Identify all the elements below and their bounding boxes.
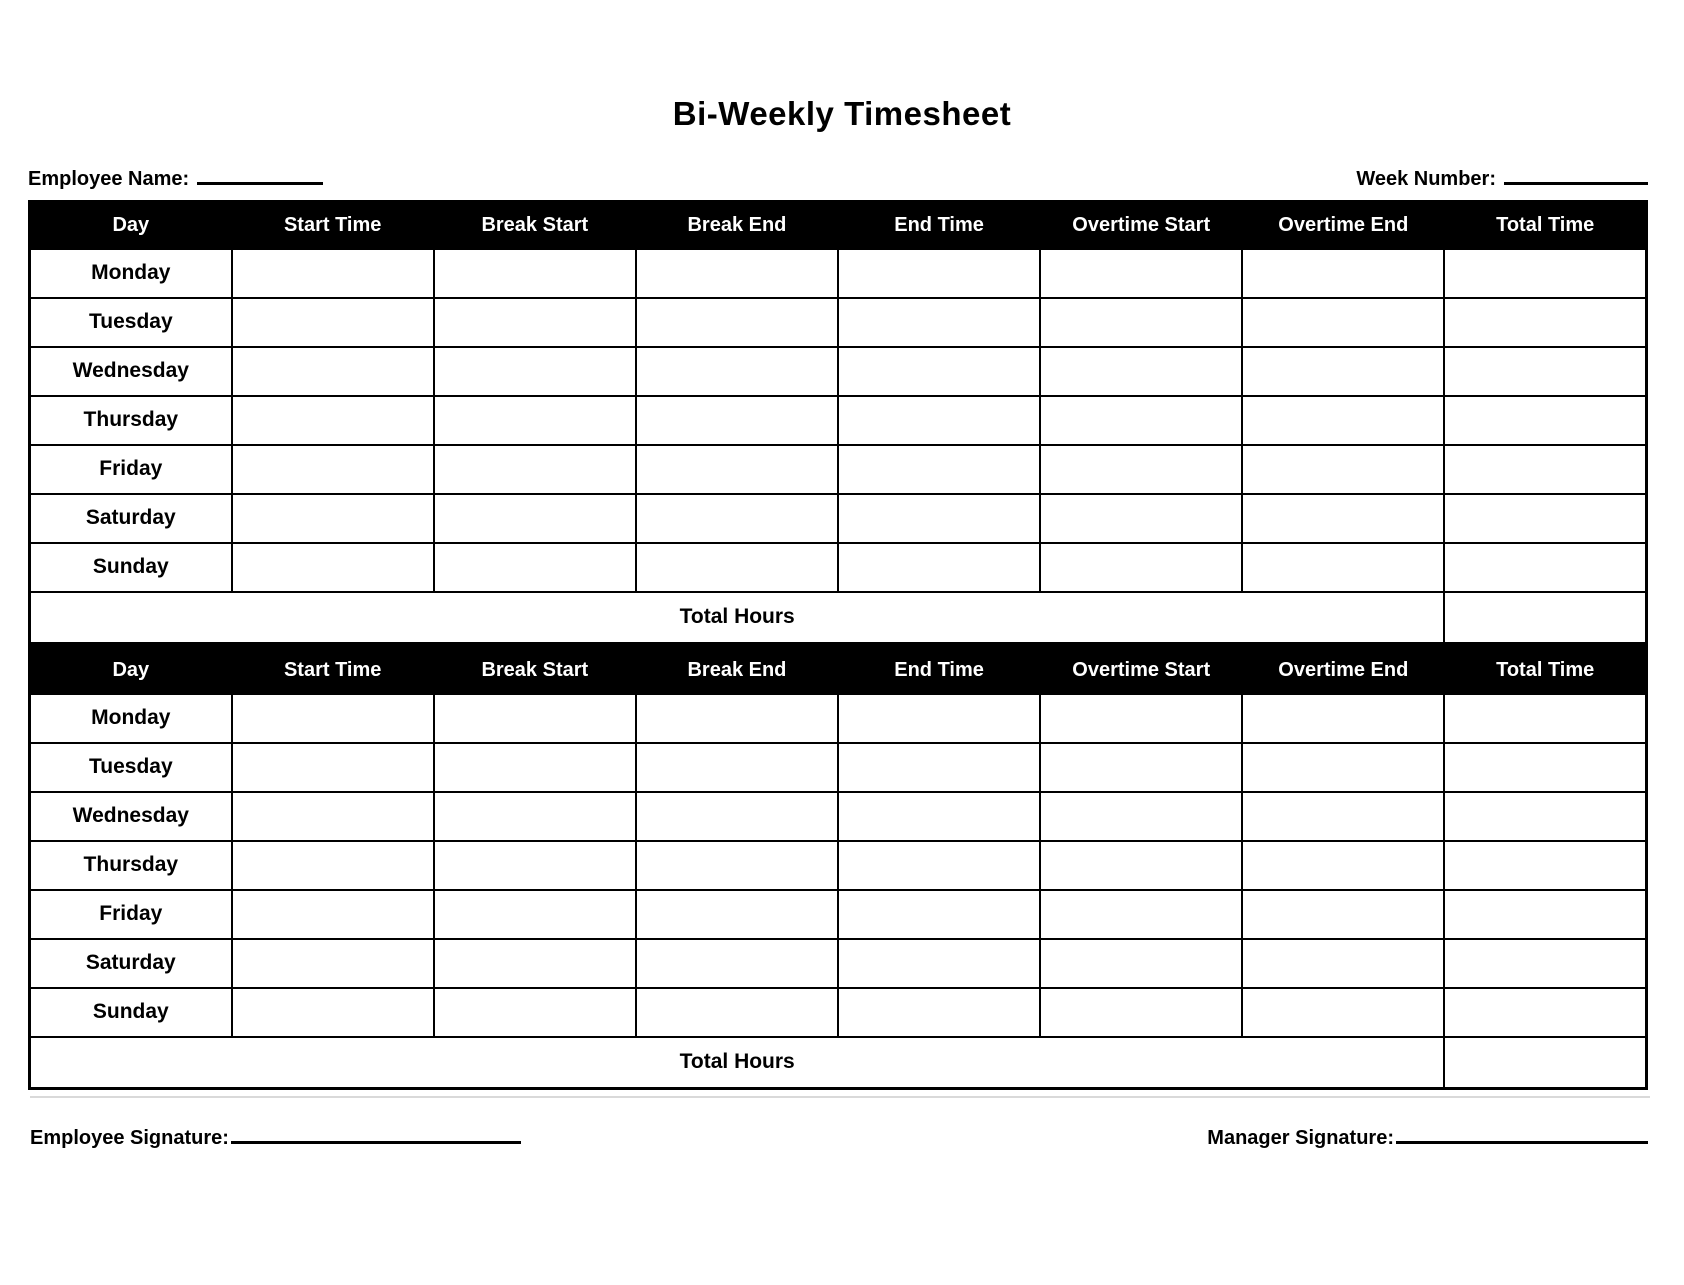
week-1-sunday-total-time-cell[interactable] bbox=[1444, 543, 1646, 592]
week-2-sunday-overtime-end-cell[interactable] bbox=[1242, 988, 1444, 1037]
week-2-wednesday-break-end-cell[interactable] bbox=[636, 792, 838, 841]
week-2-sunday-total-time-cell[interactable] bbox=[1444, 988, 1646, 1037]
week-2-timesheet-table bbox=[28, 645, 1648, 1090]
week-2-monday-total-time-cell[interactable] bbox=[1444, 694, 1646, 743]
week-1-column-header-break-end: Break End bbox=[636, 202, 838, 249]
week-1-timesheet-table bbox=[28, 200, 1648, 645]
week-1-tuesday-start-time-cell[interactable] bbox=[232, 298, 434, 347]
week-2-total-hours-value-cell[interactable] bbox=[1444, 1037, 1646, 1089]
week-1-column-header-overtime-end: Overtime End bbox=[1242, 202, 1444, 249]
week-2-thursday-label: Thursday bbox=[30, 841, 232, 890]
week-2-wednesday-end-time-cell[interactable] bbox=[838, 792, 1040, 841]
week-1-total-hours-row bbox=[30, 592, 1647, 644]
week-2-table-container bbox=[0, 645, 1684, 1090]
week-1-row-friday bbox=[30, 445, 1647, 494]
week-1-wednesday-start-time-cell[interactable] bbox=[232, 347, 434, 396]
week-1-sunday-end-time-cell[interactable] bbox=[838, 543, 1040, 592]
week-1-tuesday-break-start-cell[interactable] bbox=[434, 298, 636, 347]
week-1-wednesday-end-time-cell[interactable] bbox=[838, 347, 1040, 396]
week-1-tuesday-label: Tuesday bbox=[30, 298, 232, 347]
week-1-row-monday bbox=[30, 249, 1647, 298]
week-2-wednesday-overtime-start-cell[interactable] bbox=[1040, 792, 1242, 841]
week-1-friday-overtime-end-cell[interactable] bbox=[1242, 445, 1444, 494]
employee-name-label: Employee Name: bbox=[28, 168, 190, 190]
week-1-saturday-break-start-cell[interactable] bbox=[434, 494, 636, 543]
week-1-saturday-total-time-cell[interactable] bbox=[1444, 494, 1646, 543]
week-1-row-saturday bbox=[30, 494, 1647, 543]
week-2-wednesday-total-time-cell[interactable] bbox=[1444, 792, 1646, 841]
week-2-monday-end-time-cell[interactable] bbox=[838, 694, 1040, 743]
week-2-thursday-overtime-end-cell[interactable] bbox=[1242, 841, 1444, 890]
week-1-monday-break-start-cell[interactable] bbox=[434, 249, 636, 298]
week-1-monday-total-time-cell[interactable] bbox=[1444, 249, 1646, 298]
week-2-tuesday-overtime-end-cell[interactable] bbox=[1242, 743, 1444, 792]
week-1-monday-overtime-start-cell[interactable] bbox=[1040, 249, 1242, 298]
employee-name-blank-line[interactable] bbox=[197, 165, 323, 185]
week-2-tuesday-label: Tuesday bbox=[30, 743, 232, 792]
week-2-tuesday-start-time-cell[interactable] bbox=[232, 743, 434, 792]
employee-signature-blank-line[interactable] bbox=[231, 1124, 521, 1144]
week-1-tuesday-break-end-cell[interactable] bbox=[636, 298, 838, 347]
week-1-total-hours-value-cell[interactable] bbox=[1444, 592, 1646, 644]
week-2-friday-label: Friday bbox=[30, 890, 232, 939]
week-2-monday-overtime-end-cell[interactable] bbox=[1242, 694, 1444, 743]
week-2-saturday-overtime-start-cell[interactable] bbox=[1040, 939, 1242, 988]
week-2-row-thursday bbox=[30, 841, 1647, 890]
week-2-column-header-break-end: Break End bbox=[636, 647, 838, 694]
week-2-sunday-label: Sunday bbox=[30, 988, 232, 1037]
week-1-table-container bbox=[0, 200, 1684, 645]
week-2-monday-break-end-cell[interactable] bbox=[636, 694, 838, 743]
week-1-row-wednesday bbox=[30, 347, 1647, 396]
week-2-row-saturday bbox=[30, 939, 1647, 988]
week-1-total-hours-label: Total Hours bbox=[30, 592, 1445, 644]
week-1-friday-total-time-cell[interactable] bbox=[1444, 445, 1646, 494]
employee-name-field bbox=[28, 165, 323, 192]
week-1-sunday-overtime-start-cell[interactable] bbox=[1040, 543, 1242, 592]
week-2-thursday-total-time-cell[interactable] bbox=[1444, 841, 1646, 890]
week-1-column-header-day: Day bbox=[30, 202, 232, 249]
week-1-saturday-end-time-cell[interactable] bbox=[838, 494, 1040, 543]
week-1-tuesday-overtime-end-cell[interactable] bbox=[1242, 298, 1444, 347]
week-1-wednesday-total-time-cell[interactable] bbox=[1444, 347, 1646, 396]
week-number-blank-line[interactable] bbox=[1504, 165, 1648, 185]
week-1-saturday-overtime-end-cell[interactable] bbox=[1242, 494, 1444, 543]
week-1-monday-start-time-cell[interactable] bbox=[232, 249, 434, 298]
meta-row bbox=[0, 165, 1684, 192]
week-1-sunday-break-start-cell[interactable] bbox=[434, 543, 636, 592]
week-1-column-header-end-time: End Time bbox=[838, 202, 1040, 249]
week-2-saturday-overtime-end-cell[interactable] bbox=[1242, 939, 1444, 988]
week-1-friday-break-end-cell[interactable] bbox=[636, 445, 838, 494]
week-1-friday-end-time-cell[interactable] bbox=[838, 445, 1040, 494]
week-1-thursday-break-end-cell[interactable] bbox=[636, 396, 838, 445]
week-2-monday-overtime-start-cell[interactable] bbox=[1040, 694, 1242, 743]
week-2-tuesday-break-end-cell[interactable] bbox=[636, 743, 838, 792]
week-2-tuesday-total-time-cell[interactable] bbox=[1444, 743, 1646, 792]
week-2-row-monday bbox=[30, 694, 1647, 743]
week-2-thursday-break-end-cell[interactable] bbox=[636, 841, 838, 890]
week-1-thursday-total-time-cell[interactable] bbox=[1444, 396, 1646, 445]
week-2-saturday-start-time-cell[interactable] bbox=[232, 939, 434, 988]
week-2-sunday-break-end-cell[interactable] bbox=[636, 988, 838, 1037]
week-2-monday-label: Monday bbox=[30, 694, 232, 743]
week-2-monday-break-start-cell[interactable] bbox=[434, 694, 636, 743]
signature-row bbox=[0, 1124, 1684, 1151]
week-2-total-hours-row bbox=[30, 1037, 1647, 1089]
week-2-sunday-start-time-cell[interactable] bbox=[232, 988, 434, 1037]
week-1-wednesday-break-end-cell[interactable] bbox=[636, 347, 838, 396]
week-2-monday-start-time-cell[interactable] bbox=[232, 694, 434, 743]
week-2-tuesday-break-start-cell[interactable] bbox=[434, 743, 636, 792]
week-1-column-header-break-start: Break Start bbox=[434, 202, 636, 249]
week-2-friday-total-time-cell[interactable] bbox=[1444, 890, 1646, 939]
page-title: Bi-Weekly Timesheet bbox=[672, 95, 1012, 132]
week-2-sunday-end-time-cell[interactable] bbox=[838, 988, 1040, 1037]
week-1-row-sunday bbox=[30, 543, 1647, 592]
week-2-friday-break-end-cell[interactable] bbox=[636, 890, 838, 939]
week-2-row-friday bbox=[30, 890, 1647, 939]
week-1-monday-end-time-cell[interactable] bbox=[838, 249, 1040, 298]
timesheet-page bbox=[0, 93, 1684, 1285]
week-1-wednesday-break-start-cell[interactable] bbox=[434, 347, 636, 396]
week-1-thursday-overtime-end-cell[interactable] bbox=[1242, 396, 1444, 445]
week-2-thursday-overtime-start-cell[interactable] bbox=[1040, 841, 1242, 890]
week-2-friday-break-start-cell[interactable] bbox=[434, 890, 636, 939]
week-1-thursday-break-start-cell[interactable] bbox=[434, 396, 636, 445]
week-1-saturday-start-time-cell[interactable] bbox=[232, 494, 434, 543]
week-2-sunday-break-start-cell[interactable] bbox=[434, 988, 636, 1037]
week-2-row-wednesday bbox=[30, 792, 1647, 841]
week-1-wednesday-overtime-end-cell[interactable] bbox=[1242, 347, 1444, 396]
week-1-tuesday-end-time-cell[interactable] bbox=[838, 298, 1040, 347]
week-2-saturday-end-time-cell[interactable] bbox=[838, 939, 1040, 988]
week-2-column-header-overtime-end: Overtime End bbox=[1242, 647, 1444, 694]
week-2-column-header-day: Day bbox=[30, 647, 232, 694]
week-number-label: Week Number: bbox=[1356, 168, 1496, 190]
week-1-thursday-label: Thursday bbox=[30, 396, 232, 445]
week-1-monday-break-end-cell[interactable] bbox=[636, 249, 838, 298]
week-1-friday-overtime-start-cell[interactable] bbox=[1040, 445, 1242, 494]
week-2-column-header-start-time: Start Time bbox=[232, 647, 434, 694]
week-2-tuesday-overtime-start-cell[interactable] bbox=[1040, 743, 1242, 792]
week-1-row-thursday bbox=[30, 396, 1647, 445]
week-2-wednesday-label: Wednesday bbox=[30, 792, 232, 841]
week-1-header-row bbox=[30, 202, 1647, 249]
week-1-thursday-start-time-cell[interactable] bbox=[232, 396, 434, 445]
week-1-saturday-break-end-cell[interactable] bbox=[636, 494, 838, 543]
week-2-row-tuesday bbox=[30, 743, 1647, 792]
week-2-sunday-overtime-start-cell[interactable] bbox=[1040, 988, 1242, 1037]
week-1-friday-break-start-cell[interactable] bbox=[434, 445, 636, 494]
week-1-column-header-overtime-start: Overtime Start bbox=[1040, 202, 1242, 249]
week-2-saturday-break-start-cell[interactable] bbox=[434, 939, 636, 988]
week-2-saturday-total-time-cell[interactable] bbox=[1444, 939, 1646, 988]
week-2-wednesday-overtime-end-cell[interactable] bbox=[1242, 792, 1444, 841]
week-2-saturday-label: Saturday bbox=[30, 939, 232, 988]
week-2-column-header-overtime-start: Overtime Start bbox=[1040, 647, 1242, 694]
week-2-thursday-break-start-cell[interactable] bbox=[434, 841, 636, 890]
week-1-column-header-total-time: Total Time bbox=[1444, 202, 1646, 249]
week-2-friday-start-time-cell[interactable] bbox=[232, 890, 434, 939]
week-1-sunday-break-end-cell[interactable] bbox=[636, 543, 838, 592]
week-2-row-sunday bbox=[30, 988, 1647, 1037]
week-1-saturday-label: Saturday bbox=[30, 494, 232, 543]
week-2-friday-overtime-end-cell[interactable] bbox=[1242, 890, 1444, 939]
week-2-saturday-break-end-cell[interactable] bbox=[636, 939, 838, 988]
week-2-wednesday-start-time-cell[interactable] bbox=[232, 792, 434, 841]
week-1-thursday-overtime-start-cell[interactable] bbox=[1040, 396, 1242, 445]
week-number-field bbox=[1356, 165, 1648, 192]
week-2-friday-end-time-cell[interactable] bbox=[838, 890, 1040, 939]
manager-signature-field bbox=[1207, 1124, 1648, 1151]
week-1-monday-label: Monday bbox=[30, 249, 232, 298]
week-1-column-header-start-time: Start Time bbox=[232, 202, 434, 249]
week-2-column-header-break-start: Break Start bbox=[434, 647, 636, 694]
week-1-row-tuesday bbox=[30, 298, 1647, 347]
week-2-column-header-end-time: End Time bbox=[838, 647, 1040, 694]
page-divider bbox=[30, 1096, 1650, 1098]
week-1-tuesday-overtime-start-cell[interactable] bbox=[1040, 298, 1242, 347]
week-1-sunday-label: Sunday bbox=[30, 543, 232, 592]
week-2-thursday-end-time-cell[interactable] bbox=[838, 841, 1040, 890]
manager-signature-blank-line[interactable] bbox=[1396, 1124, 1648, 1144]
week-1-wednesday-label: Wednesday bbox=[30, 347, 232, 396]
week-2-total-hours-label: Total Hours bbox=[30, 1037, 1445, 1089]
week-1-tuesday-total-time-cell[interactable] bbox=[1444, 298, 1646, 347]
week-2-column-header-total-time: Total Time bbox=[1444, 647, 1646, 694]
employee-signature-field bbox=[30, 1124, 521, 1151]
week-1-saturday-overtime-start-cell[interactable] bbox=[1040, 494, 1242, 543]
week-2-tuesday-end-time-cell[interactable] bbox=[838, 743, 1040, 792]
employee-signature-label: Employee Signature: bbox=[30, 1127, 229, 1149]
week-2-friday-overtime-start-cell[interactable] bbox=[1040, 890, 1242, 939]
week-1-thursday-end-time-cell[interactable] bbox=[838, 396, 1040, 445]
week-1-sunday-start-time-cell[interactable] bbox=[232, 543, 434, 592]
week-1-monday-overtime-end-cell[interactable] bbox=[1242, 249, 1444, 298]
week-1-friday-start-time-cell[interactable] bbox=[232, 445, 434, 494]
week-2-wednesday-break-start-cell[interactable] bbox=[434, 792, 636, 841]
week-1-friday-label: Friday bbox=[30, 445, 232, 494]
manager-signature-label: Manager Signature: bbox=[1207, 1127, 1394, 1149]
week-2-header-row bbox=[30, 647, 1647, 694]
week-1-sunday-overtime-end-cell[interactable] bbox=[1242, 543, 1444, 592]
week-1-wednesday-overtime-start-cell[interactable] bbox=[1040, 347, 1242, 396]
week-2-thursday-start-time-cell[interactable] bbox=[232, 841, 434, 890]
tables-area bbox=[0, 200, 1684, 1090]
